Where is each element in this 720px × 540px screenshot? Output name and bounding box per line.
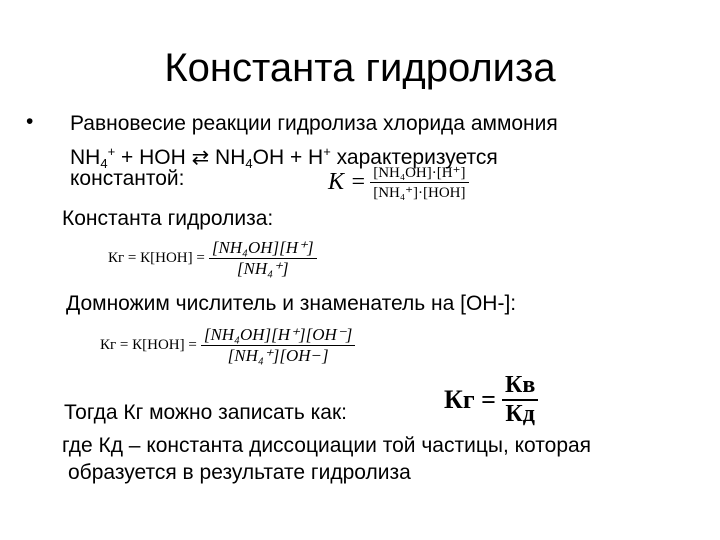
intro-line-3: константой: (70, 167, 185, 190)
formula-kg-2-numerator: [NH₄OH][H⁺][OH⁻] (201, 325, 356, 346)
formula-kg-1-denominator: [NH₄⁺] (236, 259, 289, 278)
formula-kg-2-lhs: Кг = К[HOH] = (100, 337, 197, 353)
formula-kg-ratio-fraction (502, 372, 538, 428)
reaction-sup-plus: + (107, 144, 116, 159)
formula-kg-1 (108, 238, 317, 279)
reaction-nh: NH (70, 146, 101, 169)
then-line: Тогда Кг можно записать как: (64, 401, 347, 424)
formula-k-denominator: [NH₄⁺]·[HOH] (373, 185, 466, 201)
where-line-2: образуется в результате гидролиза (68, 461, 411, 484)
formula-kg-2-fraction (201, 325, 356, 366)
bullet-marker: • (26, 110, 34, 133)
formula-kg-1-fraction (209, 238, 317, 279)
formula-kg-ratio (444, 372, 538, 428)
reaction-oh: OH + H (252, 146, 324, 169)
reaction-sup-plus-2: + (323, 144, 331, 159)
formula-kg-1-numerator: [NH₄OH][H⁺] (209, 238, 317, 259)
where-line-1: где Кд – константа диссоциации той частицы, которая (62, 434, 592, 457)
formula-k (328, 163, 469, 202)
reaction-sub-4b: 4 (245, 156, 253, 171)
formula-kg-ratio-numerator: Кв (502, 372, 538, 401)
formula-kg-2-denominator: [NH₄⁺][OH−] (227, 346, 329, 365)
multiply-line: Домножим числитель и знаменатель на [OH-]: (66, 292, 517, 315)
reaction-sub-4: 4 (100, 156, 108, 171)
reaction-end: характеризуется (330, 146, 498, 169)
formula-kg-ratio-denominator: Кд (505, 401, 535, 427)
kg-label-line: Константа гидролиза: (62, 207, 274, 230)
formula-kg-ratio-lhs: Кг = (444, 385, 496, 414)
formula-kg-2 (100, 325, 355, 366)
formula-k-lhs: K = (328, 169, 367, 195)
formula-k-numerator: [NH₄OH]·[H⁺] (370, 163, 468, 183)
reaction-mid: + HOH ⇄ NH (115, 146, 246, 169)
intro-line-1: Равновесие реакции гидролиза хлорида аммония (70, 112, 558, 135)
formula-k-fraction (370, 163, 468, 202)
formula-kg-1-lhs: Кг = К[HOH] = (108, 250, 205, 266)
slide-title: Константа гидролиза (164, 46, 556, 90)
